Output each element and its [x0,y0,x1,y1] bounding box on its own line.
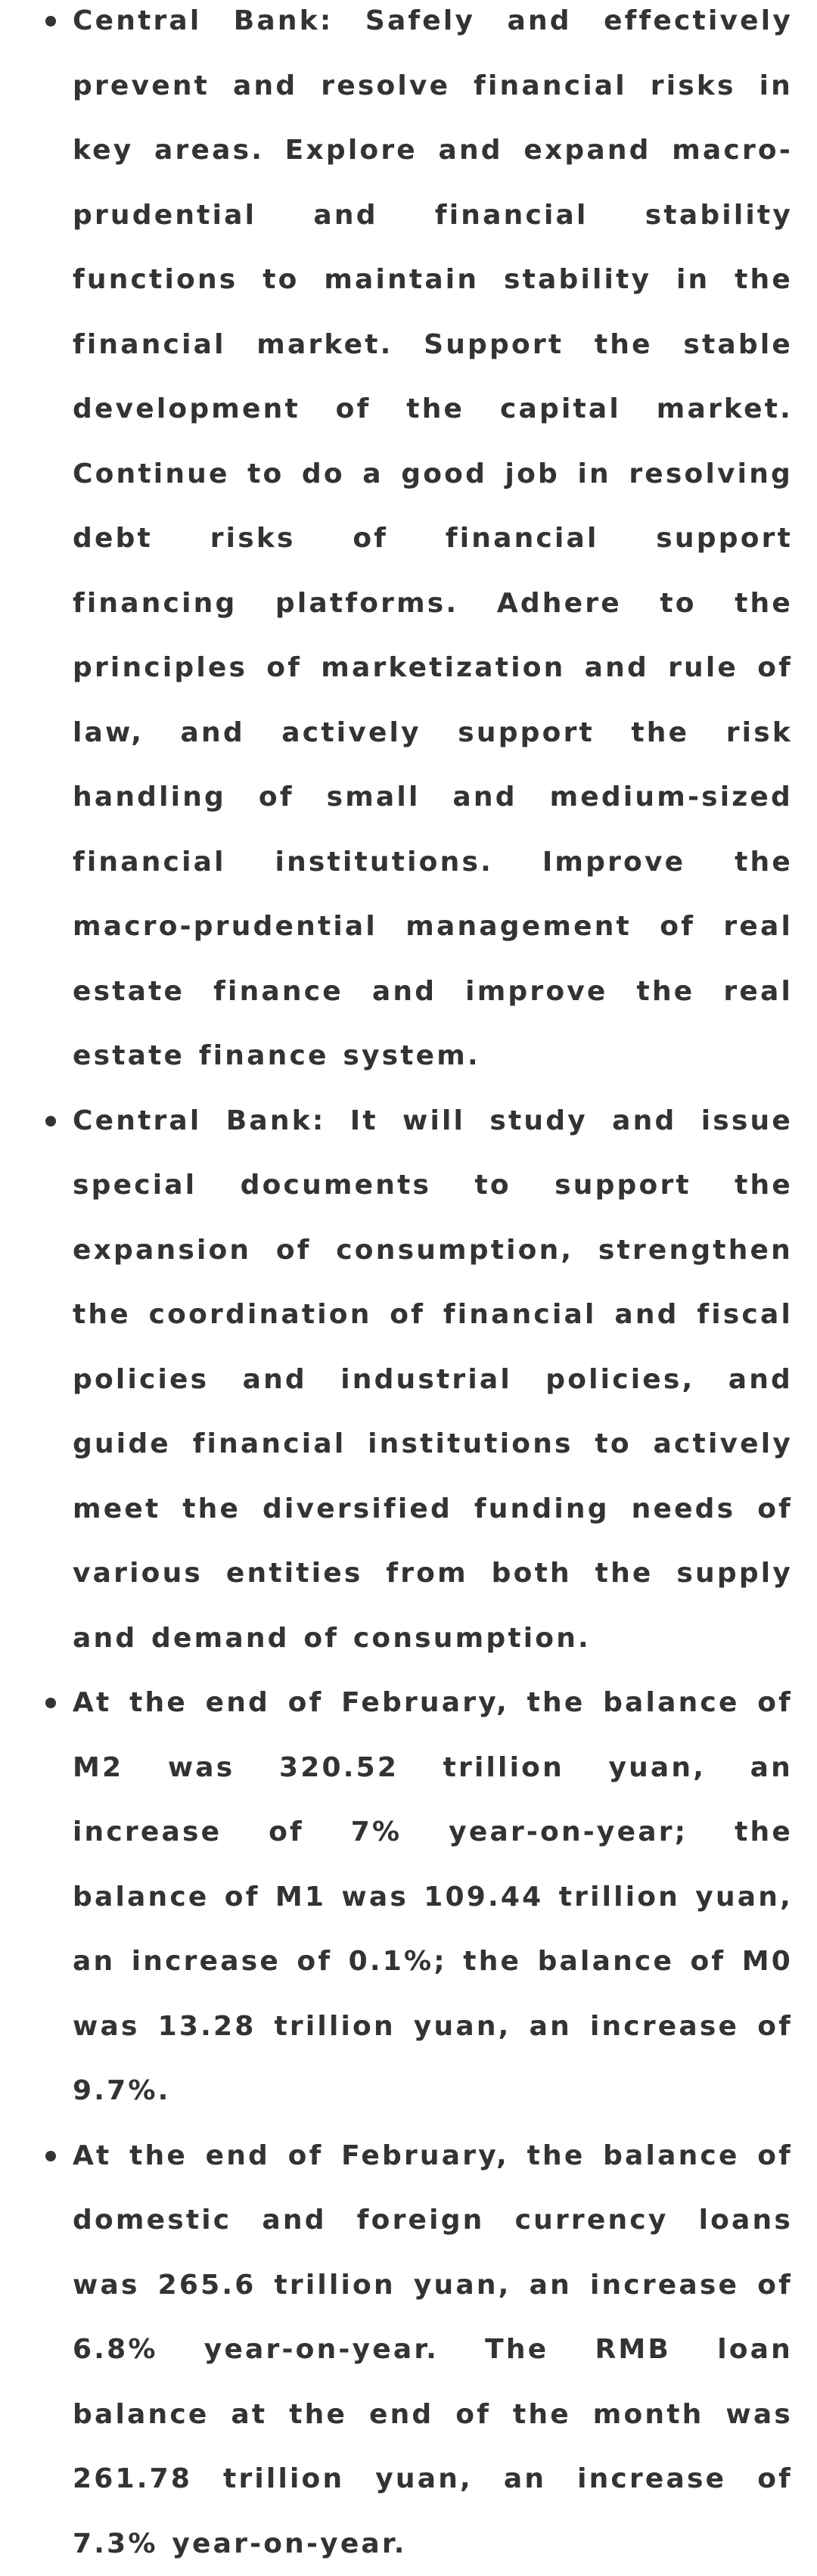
list-item-text: At the end of February, the balance of M2 was 320.52 trillion yuan, an increase of 7% year-on-year; the balance of M1 was 109.44 trillion yuan, an increase of 0.1%; the balance of M0 was 13.28 trillion yuan, an increase of 9.7%. [73,1687,793,2106]
bullet-dot-icon [45,1116,56,1126]
bullet-dot-icon [45,2151,56,2161]
list-item-text: Central Bank: It will study and issue special documents to support the expansion of consumption, strengthen the coordination of financial and fiscal policies and industrial policies, and guide financial institutions to actively meet the diversified funding needs of various entities from both the supply and demand of consumption. [73,1105,793,1654]
list-item [44,1089,793,1671]
list-item [44,2124,793,2576]
bullet-dot-icon [45,16,56,26]
list-item-text: Central Bank: Safely and effectively prevent and resolve financial risks in key areas. Explore and expand macro-prudential and financial stability functions to maintain stability in the financial market. Support the stable development of the capital market. Continue to do a good job in resolving debt risks of financial support financing platforms. Adhere to the principles of marketization and rule of law, and actively support the risk handling of small and medium-sized financial institutions. Improve the macro-prudential management of real estate finance and improve the real estate finance system. [73,5,793,1071]
list-item [44,1670,793,2124]
bullet-dot-icon [45,1698,56,1708]
list-item-text: At the end of February, the balance of domestic and foreign currency loans was 265.6 trillion yuan, an increase of 6.8% year-on-year. The RMB loan balance at the end of the month was 261.78 trillion yuan, an increase of 7.3% year-on-year. [73,2140,793,2559]
list-item [44,0,793,1089]
news-bullet-list [44,0,793,2576]
